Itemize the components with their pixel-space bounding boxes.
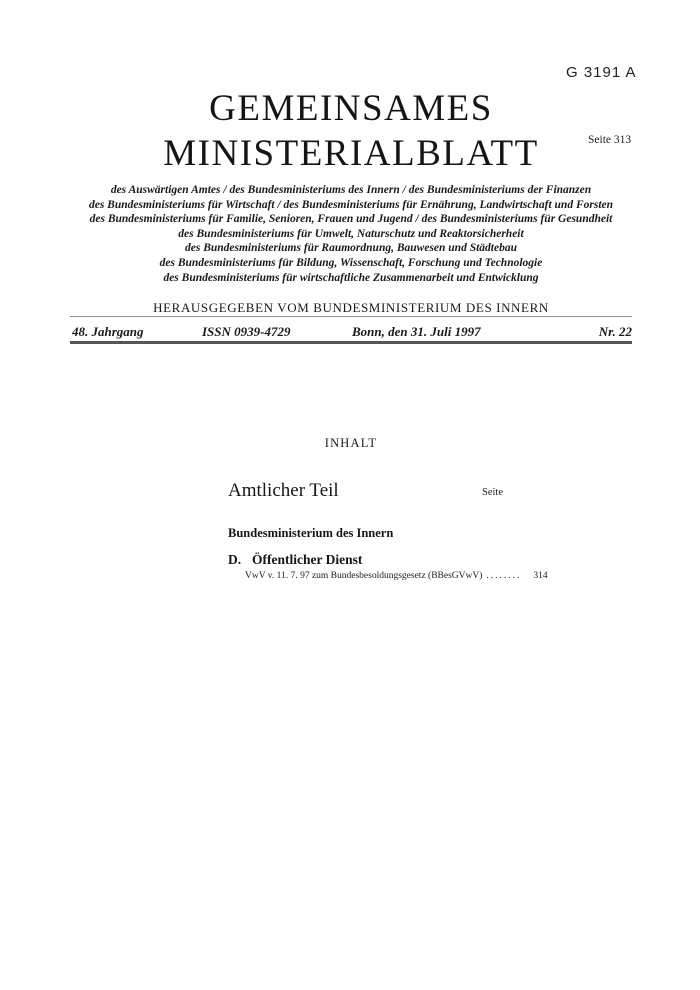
toc-entry-text: VwV v. 11. 7. 97 zum Bundesbesoldungsgesetz (BBesGVwV) ........	[245, 571, 522, 581]
toc-heading: INHALT	[324, 436, 378, 450]
divider-rule-thick	[70, 341, 632, 344]
masthead-title-line1: GEMEINSAMES	[209, 88, 493, 129]
ministries-list	[54, 183, 648, 285]
publisher-line: HERAUSGEGEBEN VOM BUNDESMINISTERIUM DES INNERN	[153, 300, 549, 315]
toc-entry-page-number: 314	[533, 571, 548, 581]
page-number-reference: Seite 313	[588, 134, 632, 146]
ministries-line: des Bundesministeriums für Bildung, Wissenschaft, Forschung und Technologie	[159, 256, 543, 269]
ministries-line: des Bundesministeriums für Familie, Senioren, Frauen und Jugend / des Bundesministeriums für Gesundheit	[89, 213, 613, 226]
toc-section-title: Amtlicher Teil	[228, 480, 339, 501]
toc-page-column-label: Seite	[482, 487, 503, 498]
ministries-line: des Bundesministeriums für Raumordnung, Bauwesen und Städtebau	[184, 242, 517, 255]
ministries-line: des Bundesministeriums für Umwelt, Naturschutz und Reaktorsicherheit	[178, 227, 524, 240]
ministries-line: des Bundesministeriums für wirtschaftliche Zusammenarbeit und Entwicklung	[163, 271, 539, 284]
issn-label: ISSN 0939-4729	[202, 324, 291, 339]
toc-ministry-heading: Bundesministerium des Innern	[228, 526, 394, 540]
toc-entry	[245, 571, 548, 581]
issue-date-label: Bonn, den 31. Juli 1997	[352, 324, 481, 339]
toc-subsection-letter: D.	[228, 552, 242, 567]
postal-code-label: G 3191 A	[566, 64, 637, 81]
issue-info-bar	[70, 324, 632, 341]
volume-label: 48. Jahrgang	[72, 324, 144, 339]
divider-rule-thin	[70, 316, 632, 317]
masthead-title	[70, 86, 632, 176]
ministries-line: des Auswärtigen Amtes / des Bundesministeriums des Innern / des Bundesministeriums der Finanzen	[110, 184, 592, 196]
toc-entry-leader-dots: ........	[486, 571, 522, 581]
toc-subsection	[228, 552, 362, 568]
masthead-title-line2: MINISTERIALBLATT	[163, 133, 539, 174]
toc-subsection-title: Öffentlicher Dienst	[252, 552, 363, 567]
issue-number-label: Nr. 22	[598, 324, 632, 339]
ministries-line: des Bundesministeriums für Wirtschaft / des Bundesministeriums für Ernährung, Landwirtschaft und Forsten	[88, 198, 614, 211]
